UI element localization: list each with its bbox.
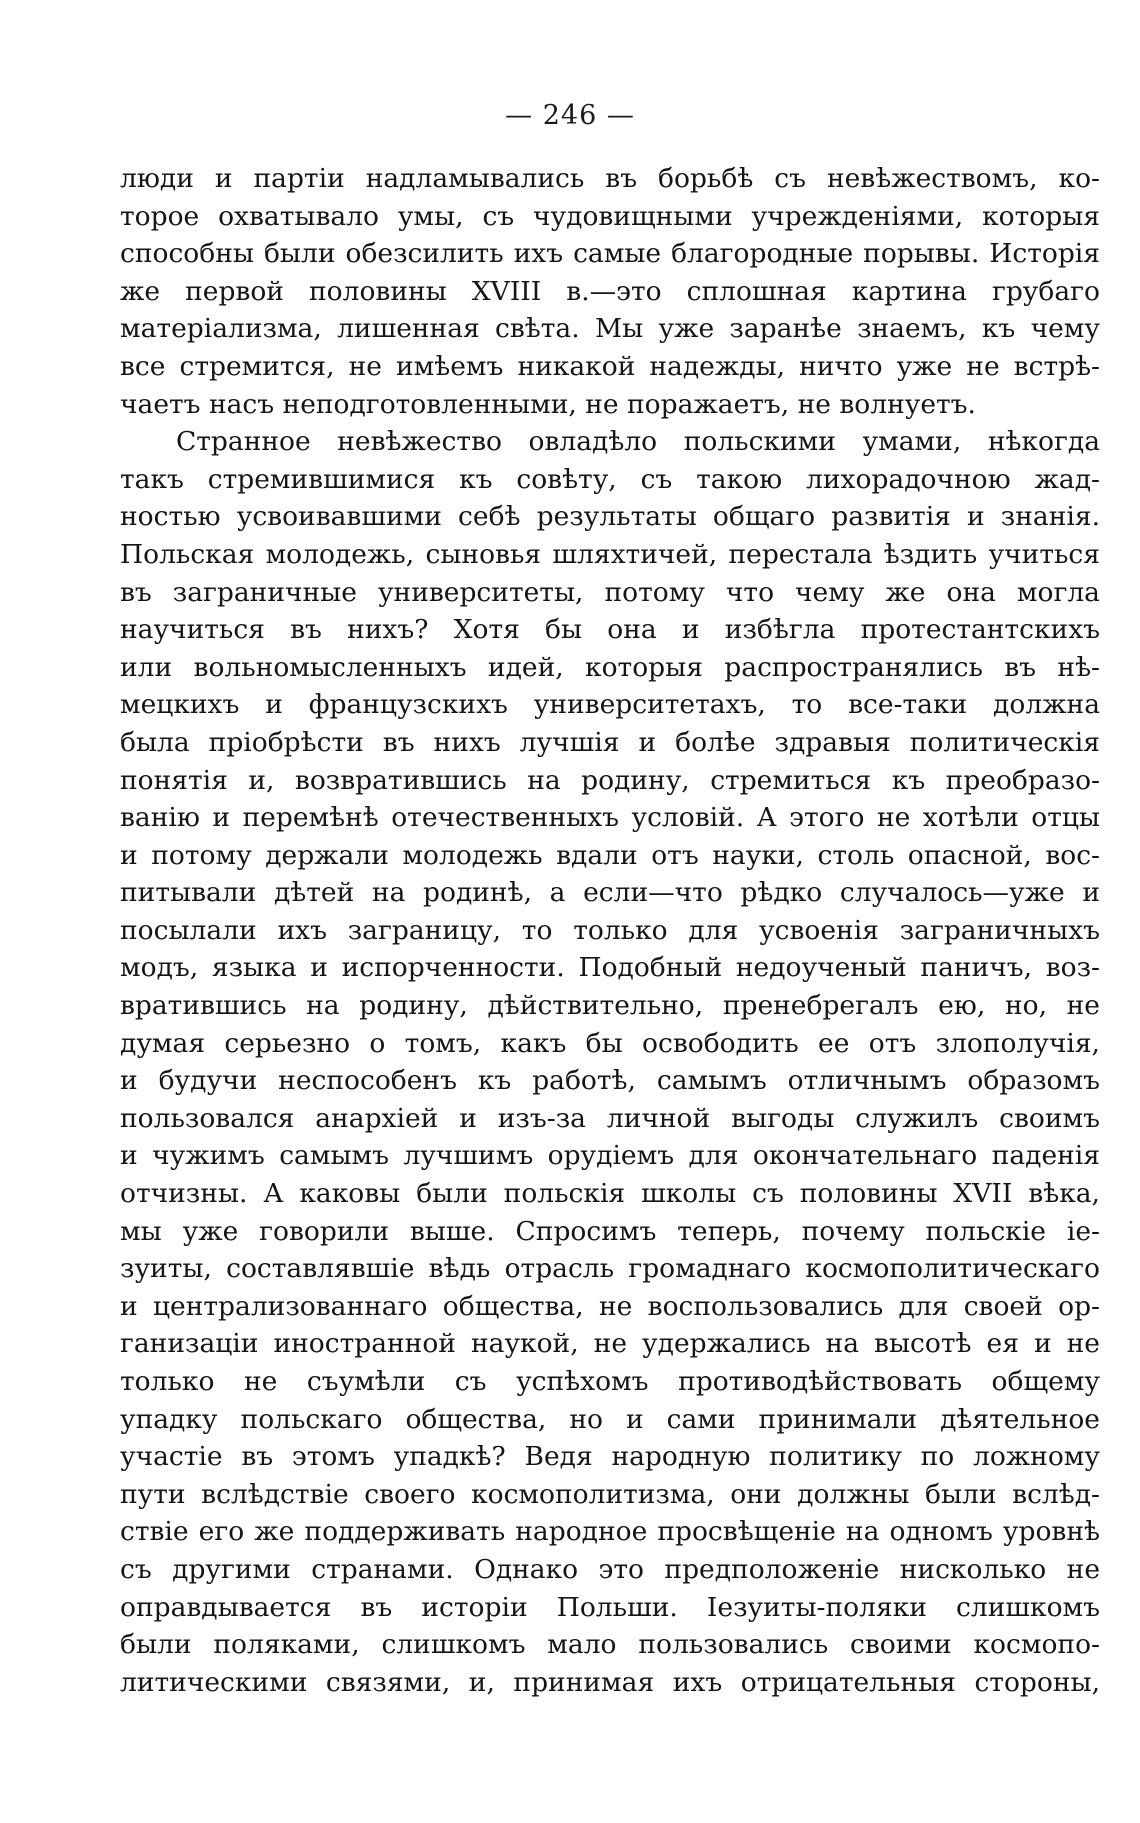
text-line: ствіе его же поддерживать народное просвѣщеніе на одномъ уровнѣ [120,1516,1100,1548]
text-line: чаетъ насъ неподготовленными, не поражаетъ, не волнуетъ. [120,388,976,420]
text-line: литическими связями, и, принимая ихъ отрицательныя стороны, [120,1666,1100,1698]
text-line: понятія и, возвратившись на родину, стремиться къ преобразо- [120,764,1100,796]
text-line: мецкихъ и французскихъ университетахъ, то все-таки должна [120,689,1100,721]
text-line: только не съумѣли съ успѣхомъ противодѣйствовать общему [120,1366,1100,1397]
text-line: матеріализма, лишенная свѣта. Мы уже заранѣе знаемъ, къ чему [120,313,1100,345]
text-line: ванію и перемѣнѣ отечественныхъ условій. А этого не хотѣли отцы [120,802,1100,834]
text-line: же первой половины XVIII в.—это сплошная картина грубаго [120,275,1100,307]
page-number: — 246 — [505,100,635,131]
text-line: и централизованнаго общества, не воспользовались для своей ор- [120,1290,1100,1322]
text-line: и потому держали молодежь вдали отъ науки, столь опасной, вос- [120,839,1100,871]
text-line: ганизаціи иностранной наукой, не удержались на высотѣ ея и не [120,1328,1100,1360]
text-line: или вольномысленныхъ идей, которыя распространялись въ нѣ- [120,651,1100,683]
text-line: вратившись на родину, дѣйствительно, пренебрегалъ ею, но, не [120,990,1100,1022]
text-line: и чужимъ самымъ лучшимъ орудіемъ для окончательнаго паденія [120,1140,1100,1172]
text-line: Польская молодежь, сыновья шляхтичей, перестала ѣздить учиться [120,538,1100,570]
text-line: упадку польскаго общества, но и сами принимали дѣятельное [120,1403,1100,1435]
text-line: мы уже говорили выше. Спросимъ теперь, почему польскіе іе- [120,1215,1100,1247]
text-line: въ заграничные университеты, потому что чему же она могла [120,576,1100,608]
text-line: модъ, языка и испорченности. Подобный недоученый паничъ, воз- [120,952,1100,984]
text-line: посылали ихъ заграницу, то только для усвоенія заграничныхъ [120,914,1100,946]
text-line: ностью усвоивавшими себѣ результаты общаго развитія и знанія. [120,501,1100,533]
text-line: съ другими странами. Однако это предположеніе нисколько не [120,1553,1100,1585]
text-line: люди и партіи надламывались въ борьбѣ съ невѣжествомъ, ко- [120,163,1100,194]
text-line: все стремится, не имѣемъ никакой надежды, ничто уже не встрѣ- [120,350,1100,382]
text-line: научиться въ нихъ? Хотя бы она и избѣгла протестантскихъ [120,614,1100,646]
text-line: зуиты, составлявшіе вѣдь отрасль громаднаго космополитическаго [120,1253,1100,1285]
text-line: такъ стремившимися къ совѣту, съ такою лихорадочною жад- [120,463,1100,495]
text-line: отчизны. А каковы были польскія школы съ половины XVII вѣка, [120,1178,1100,1210]
text-line: питывали дѣтей на родинѣ, а если—что рѣдко случалось—уже и [120,877,1100,909]
text-line: были поляками, слишкомъ мало пользовались своими космопо- [120,1629,1100,1661]
body-text [120,160,1100,1701]
text-line: торое охватывало умы, съ чудовищными учрежденіями, которыя [120,200,1100,232]
text-line: пользовался анархіей и изъ-за личной выгоды служилъ своимъ [120,1102,1100,1134]
text-line: и будучи неспособенъ къ работѣ, самымъ отличнымъ образомъ [120,1065,1100,1097]
text-line: была пріобрѣсти въ нихъ лучшія и болѣе здравыя политическія [120,726,1100,758]
text-line: Странное невѣжество овладѣло польскими умами, нѣкогда [176,426,1100,458]
text-line: способны были обезсилить ихъ самые благородные порывы. Исторія [120,238,1100,270]
text-line: думая серьезно о томъ, какъ бы освободить ее отъ злополучія, [120,1027,1100,1059]
text-line: пути вслѣдствіе своего космополитизма, они должны были вслѣд- [120,1478,1100,1510]
text-line: участіе въ этомъ упадкѣ? Ведя народную политику по ложному [120,1441,1100,1473]
text-line: оправдывается въ исторіи Польши. Іезуиты-поляки слишкомъ [120,1591,1100,1623]
